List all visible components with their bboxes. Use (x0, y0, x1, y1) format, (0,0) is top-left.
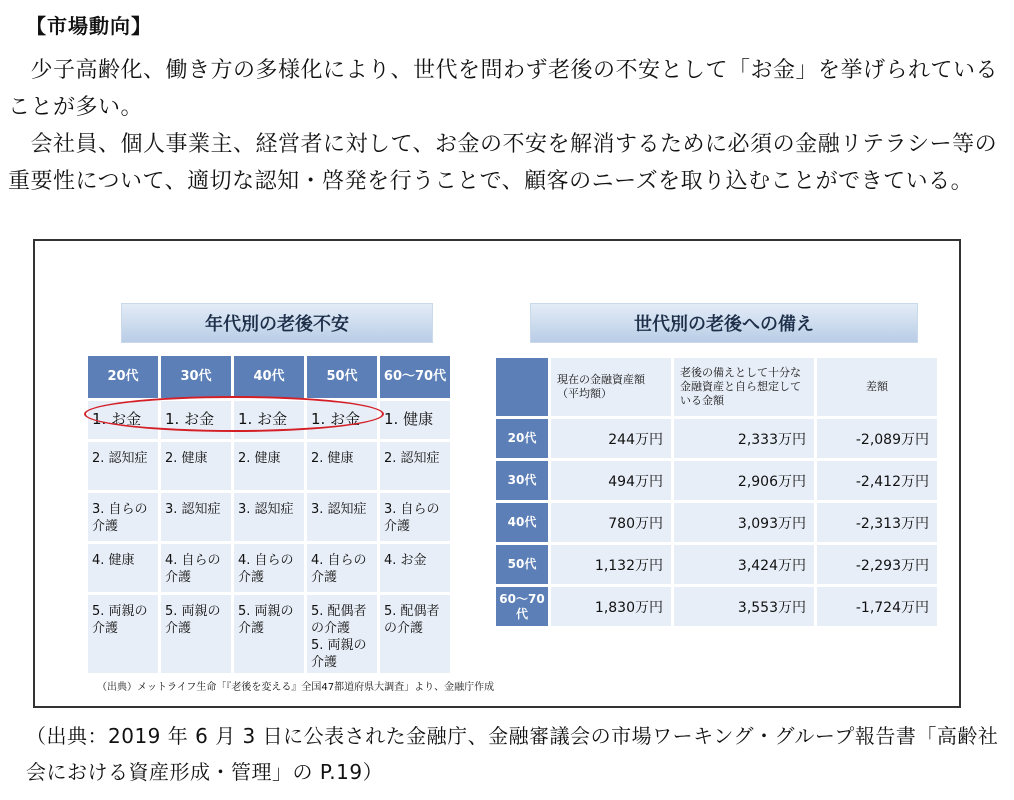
table-cell: 2. 認知症 (380, 442, 450, 490)
table-row (496, 461, 937, 500)
table-cell: 3. 認知症 (161, 493, 231, 541)
table-cell: 3. 認知症 (307, 493, 377, 541)
table-cell: 2. 健康 (234, 442, 304, 490)
right-table-title: 世代別の老後への備え (530, 303, 918, 343)
caption: （出典：2019 年 6 月 3 日に公表された金融庁、金融審議会の市場ワーキング・グループ報告書「高齢社会における資産形成・管理」の P.19） (26, 724, 999, 784)
table-cell: 2. 健康 (307, 442, 377, 490)
current-assets-cell: 780万円 (551, 503, 671, 542)
table-row (496, 419, 937, 458)
paragraph-2: 会社員、個人事業主、経営者に対して、お金の不安を解消するために必須の金融リテラシー等の重要性について、適切な認知・啓発を行うことで、顧客のニーズを取り込むことができている。 (8, 132, 998, 194)
table-cell: 3. 認知症 (234, 493, 304, 541)
table-cell: 5. 配偶者の介護 5. 両親の介護 (307, 595, 377, 673)
table-row (88, 595, 450, 673)
table-cell: 4. 自らの介護 (307, 544, 377, 592)
table-row (496, 545, 937, 584)
difference-cell: -2,313万円 (817, 503, 937, 542)
required-assets-cell: 2,906万円 (674, 461, 814, 500)
current-assets-cell: 1,132万円 (551, 545, 671, 584)
table-cell: 1. お金 (234, 401, 304, 439)
generation-label: 40代 (496, 503, 548, 542)
column-header: 30代 (161, 356, 231, 398)
left-table-title: 年代別の老後不安 (121, 303, 433, 343)
retirement-savings-table (493, 355, 940, 629)
required-assets-cell: 2,333万円 (674, 419, 814, 458)
table-cell: 4. 自らの介護 (234, 544, 304, 592)
difference-cell: -2,412万円 (817, 461, 937, 500)
table-row (88, 544, 450, 592)
column-header: 現在の金融資産額（平均額） (551, 358, 671, 416)
figure-source-note: （出典）メットライフ生命「『老後を変える』全国47都道府県大調査」より、金融庁作成 (97, 682, 495, 693)
table-cell: 5. 両親の介護 (161, 595, 231, 673)
column-header: 差額 (817, 358, 937, 416)
current-assets-cell: 1,830万円 (551, 587, 671, 626)
difference-cell: -2,089万円 (817, 419, 937, 458)
current-assets-cell: 244万円 (551, 419, 671, 458)
table-row (496, 587, 937, 626)
column-header: 20代 (88, 356, 158, 398)
table-row (88, 442, 450, 490)
column-header: 60～70代 (380, 356, 450, 398)
difference-cell: -1,724万円 (817, 587, 937, 626)
column-header: 50代 (307, 356, 377, 398)
table-cell: 4. 健康 (88, 544, 158, 592)
table-row (88, 493, 450, 541)
table-cell: 1. お金 (161, 401, 231, 439)
table-cell: 1. お金 (307, 401, 377, 439)
table-cell: 2. 認知症 (88, 442, 158, 490)
paragraph-1: 少子高齢化、働き方の多様化により、世代を問わず老後の不安として「お金」を挙げられていることが多い。 (8, 58, 999, 120)
required-assets-cell: 3,093万円 (674, 503, 814, 542)
current-assets-cell: 494万円 (551, 461, 671, 500)
table-cell: 5. 両親の介護 (234, 595, 304, 673)
corner-cell (496, 358, 548, 416)
difference-cell: -2,293万円 (817, 545, 937, 584)
table-cell: 3. 自らの介護 (380, 493, 450, 541)
table-cell: 1. お金 (88, 401, 158, 439)
required-assets-cell: 3,424万円 (674, 545, 814, 584)
money-highlight-circle (84, 396, 384, 432)
table-cell: 4. 自らの介護 (161, 544, 231, 592)
generation-label: 60～70代 (496, 587, 548, 626)
table-cell: 1. 健康 (380, 401, 450, 439)
figure-panel (33, 239, 961, 708)
table-cell: 3. 自らの介護 (88, 493, 158, 541)
column-header: 40代 (234, 356, 304, 398)
generation-label: 20代 (496, 419, 548, 458)
table-row (496, 503, 937, 542)
section-heading: 【市場動向】 (26, 14, 152, 38)
generation-label: 50代 (496, 545, 548, 584)
required-assets-cell: 3,553万円 (674, 587, 814, 626)
table-cell: 5. 配偶者の介護 (380, 595, 450, 673)
table-cell: 4. お金 (380, 544, 450, 592)
column-header: 老後の備えとして十分な金融資産と自ら想定している金額 (674, 358, 814, 416)
generation-label: 30代 (496, 461, 548, 500)
table-cell: 2. 健康 (161, 442, 231, 490)
table-cell: 5. 両親の介護 (88, 595, 158, 673)
